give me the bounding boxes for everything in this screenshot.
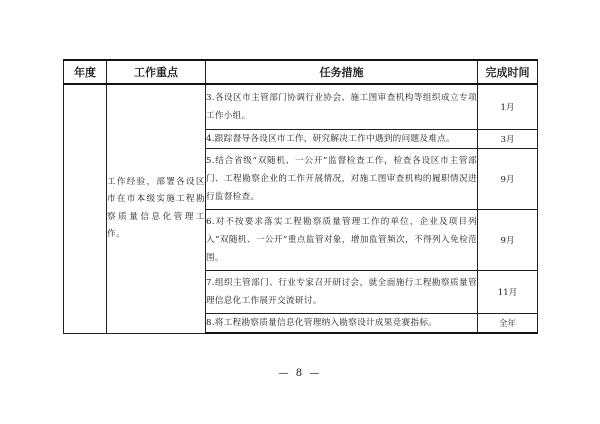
time-cell: 11月 [478,271,538,314]
time-cell: 9月 [478,149,538,210]
time-cell: 3月 [478,130,538,149]
time-cell: 9月 [478,210,538,271]
header-measures: 任务措施 [206,60,478,84]
header-year: 年度 [64,60,107,84]
header-completion-time: 完成时间 [478,60,538,84]
measure-cell: 4.跟踪督导各设区市工作，研究解决工作中遇到的问题及难点。 [206,130,478,149]
page-number: — 8 — [278,368,322,379]
measure-cell: 8.将工程勘察质量信息化管理纳入勘察设计成果竞赛指标。 [206,314,478,334]
table-row [64,84,538,130]
measure-cell: 3.各设区市主管部门协调行业协会、施工图审查机构等组织成立专项工作小组。 [206,84,478,130]
focus-cell: 工作经验，部署各设区市在市本级实施工程勘察质量信息化管理工作。 [107,84,206,333]
time-cell: 全年 [478,314,538,334]
year-cell [64,84,107,333]
measure-cell: 5.结合省级“双随机、一公开”监督检查工作，检查各设区市主管部门、工程勘察企业的工作开展情况，对施工图审查机构的履职情况进行监督检查。 [206,149,478,210]
measure-cell: 6.对不按要求落实工程勘察质量管理工作的单位，企业及项目列入“双随机、一公开”重点监管对象，增加监管频次，不得列入免检范围。 [206,210,478,271]
task-table [63,59,538,334]
header-focus: 工作重点 [107,60,206,84]
measure-cell: 7.组织主管部门、行业专家召开研讨会，就全面施行工程勘察质量管理信息化工作展开交流研讨。 [206,271,478,314]
time-cell: 1月 [478,84,538,130]
table-header-row [64,60,538,84]
